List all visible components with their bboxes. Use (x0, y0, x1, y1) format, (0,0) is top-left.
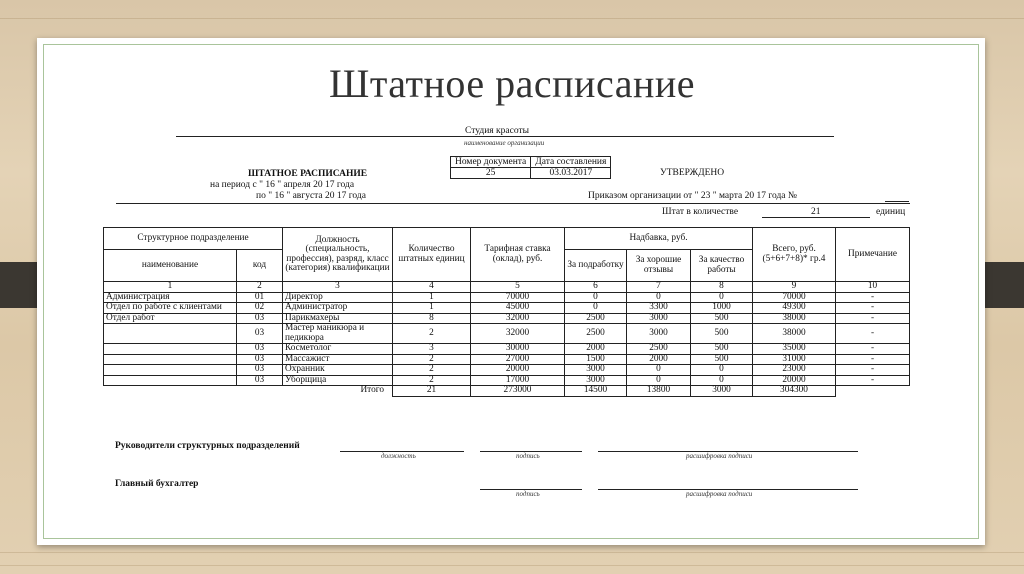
bonus-1-cell: 2000 (565, 344, 627, 355)
bonus-3-cell: 500 (691, 344, 753, 355)
org-underline (176, 136, 834, 137)
staff-count-line (762, 217, 870, 218)
header-rate: Тарифная ставка (оклад), руб. (471, 228, 565, 282)
dept-cell (104, 344, 237, 355)
position-cell: Директор (283, 292, 393, 303)
bonus-1-cell: 1500 (565, 354, 627, 365)
header-total: Всего, руб. (5+6+7+8)* гр.4 (753, 228, 836, 282)
period-from: на период с " 16 " апреля 20 17 года (210, 180, 355, 190)
bonus-2-cell: 0 (627, 292, 691, 303)
table-row (104, 344, 910, 355)
count-cell: 2 (393, 365, 471, 376)
dept-cell (104, 324, 237, 344)
position-cell: Охранник (283, 365, 393, 376)
bonus-3-cell: 0 (691, 292, 753, 303)
code-cell: 03 (237, 313, 283, 324)
staff-count-unit: единиц (876, 207, 906, 217)
code-cell: 02 (237, 303, 283, 314)
col-number: 9 (753, 282, 836, 293)
col-number: 4 (393, 282, 471, 293)
count-cell: 2 (393, 375, 471, 386)
caption-signature: подпись (516, 490, 540, 498)
bonus-3-cell: 0 (691, 365, 753, 376)
header-bonus-2: За хорошие отзывы (627, 250, 691, 282)
doc-number-label: Номер документа (451, 157, 531, 168)
staff-count-value: 21 (811, 207, 821, 217)
count-cell: 2 (393, 354, 471, 365)
code-cell: 03 (237, 375, 283, 386)
total-cell: 23000 (753, 365, 836, 376)
order-number-line (885, 201, 909, 202)
table-row (104, 365, 910, 376)
approved-label: УТВЕРЖДЕНО (660, 168, 725, 178)
org-caption: наименование организации (464, 139, 545, 147)
staff-count-label: Штат в количестве (662, 207, 739, 217)
total-cell: 31000 (753, 354, 836, 365)
position-cell: Массажист (283, 354, 393, 365)
note-cell: - (836, 344, 910, 355)
bonus-2-cell: 2000 (627, 354, 691, 365)
dept-cell: Отдел по работе с клиентами (104, 303, 237, 314)
bonus-1-cell: 0 (565, 292, 627, 303)
totals-total: 304300 (753, 386, 836, 397)
col-number: 3 (283, 282, 393, 293)
period-to: по " 16 " августа 20 17 года (256, 191, 366, 201)
staffing-table (103, 227, 910, 397)
totals-count: 21 (393, 386, 471, 397)
table-row (104, 303, 910, 314)
count-cell: 3 (393, 344, 471, 355)
rate-cell: 70000 (471, 292, 565, 303)
bonus-1-cell: 3000 (565, 375, 627, 386)
total-cell: 38000 (753, 324, 836, 344)
table-row (104, 375, 910, 386)
caption-decode: расшифровка подписи (686, 452, 753, 460)
code-cell: 03 (237, 354, 283, 365)
bonus-2-cell: 2500 (627, 344, 691, 355)
bonus-2-cell: 3000 (627, 324, 691, 344)
col-number: 8 (691, 282, 753, 293)
rate-cell: 17000 (471, 375, 565, 386)
totals-row (104, 386, 910, 397)
header-note: Примечание (836, 228, 910, 282)
table-row (104, 313, 910, 324)
header-bonus-1: За подработку (565, 250, 627, 282)
note-cell: - (836, 303, 910, 314)
bonus-1-cell: 0 (565, 303, 627, 314)
dept-cell: Отдел работ (104, 313, 237, 324)
caption-position: должность (381, 452, 416, 460)
table-row (104, 292, 910, 303)
caption-decode: расшифровка подписи (686, 490, 753, 498)
table-row (104, 354, 910, 365)
bonus-3-cell: 1000 (691, 303, 753, 314)
dept-cell (104, 375, 237, 386)
caption-signature: подпись (516, 452, 540, 460)
count-cell: 8 (393, 313, 471, 324)
date-value: 03.03.2017 (531, 168, 611, 179)
bonus-1-cell: 2500 (565, 324, 627, 344)
header-position: Должность (специальность, профессия), разряд, класс (категория) квалификации (283, 228, 393, 282)
totals-bonus-1: 14500 (565, 386, 627, 397)
total-cell: 49300 (753, 303, 836, 314)
position-cell: Уборщица (283, 375, 393, 386)
dept-cell (104, 365, 237, 376)
col-number: 1 (104, 282, 237, 293)
bonus-1-cell: 2500 (565, 313, 627, 324)
form-title: ШТАТНОЕ РАСПИСАНИЕ (248, 169, 368, 179)
position-cell: Администратор (283, 303, 393, 314)
note-cell: - (836, 354, 910, 365)
count-cell: 1 (393, 303, 471, 314)
date-label: Дата составления (531, 157, 611, 168)
rate-cell: 27000 (471, 354, 565, 365)
col-number: 2 (237, 282, 283, 293)
order-line: Приказом организации от " 23 " марта 20 17 года № (588, 191, 797, 201)
col-number: 10 (836, 282, 910, 293)
header-name: наименование (104, 250, 237, 282)
bonus-2-cell: 3000 (627, 313, 691, 324)
rate-cell: 32000 (471, 313, 565, 324)
position-cell: Парикмахеры (283, 313, 393, 324)
rate-cell: 32000 (471, 324, 565, 344)
total-cell: 35000 (753, 344, 836, 355)
total-cell: 38000 (753, 313, 836, 324)
bonus-2-cell: 0 (627, 375, 691, 386)
doc-number-value: 25 (451, 168, 531, 179)
header-code: код (237, 250, 283, 282)
table-row (104, 324, 910, 344)
totals-bonus-2: 13800 (627, 386, 691, 397)
totals-bonus-3: 3000 (691, 386, 753, 397)
note-cell: - (836, 313, 910, 324)
bonus-3-cell: 0 (691, 375, 753, 386)
position-cell: Косметолог (283, 344, 393, 355)
position-cell: Мастер маникюра и педикюра (283, 324, 393, 344)
note-cell: - (836, 292, 910, 303)
note-cell: - (836, 324, 910, 344)
dept-cell (104, 354, 237, 365)
code-cell: 03 (237, 365, 283, 376)
totals-rate: 273000 (471, 386, 565, 397)
header-struct: Структурное подразделение (104, 228, 283, 250)
count-cell: 2 (393, 324, 471, 344)
doc-number-table (450, 156, 611, 179)
count-cell: 1 (393, 292, 471, 303)
col-number: 7 (627, 282, 691, 293)
rate-cell: 30000 (471, 344, 565, 355)
bonus-1-cell: 3000 (565, 365, 627, 376)
note-cell: - (836, 365, 910, 376)
header-separator (116, 203, 910, 204)
totals-label: Итого (360, 385, 384, 396)
bonus-3-cell: 500 (691, 313, 753, 324)
bonus-2-cell: 3300 (627, 303, 691, 314)
total-cell: 70000 (753, 292, 836, 303)
dept-cell: Администрация (104, 292, 237, 303)
code-cell: 01 (237, 292, 283, 303)
org-name: Студия красоты (465, 126, 530, 136)
col-number: 5 (471, 282, 565, 293)
bonus-2-cell: 0 (627, 365, 691, 376)
accountant-label: Главный бухгалтер (115, 479, 199, 489)
header-bonus: Надбавка, руб. (565, 228, 753, 250)
col-number: 6 (565, 282, 627, 293)
header-count: Количество штатных единиц (393, 228, 471, 282)
totals-empty (836, 386, 910, 397)
bonus-3-cell: 500 (691, 324, 753, 344)
slide-title: Штатное расписание (328, 61, 696, 106)
code-cell: 03 (237, 344, 283, 355)
rate-cell: 45000 (471, 303, 565, 314)
rate-cell: 20000 (471, 365, 565, 376)
column-number-row (104, 282, 910, 293)
note-cell: - (836, 375, 910, 386)
bonus-3-cell: 500 (691, 354, 753, 365)
code-cell: 03 (237, 324, 283, 344)
total-cell: 20000 (753, 375, 836, 386)
heads-signature-label: Руководители структурных подразделений (115, 441, 300, 451)
header-bonus-3: За качество работы (691, 250, 753, 282)
